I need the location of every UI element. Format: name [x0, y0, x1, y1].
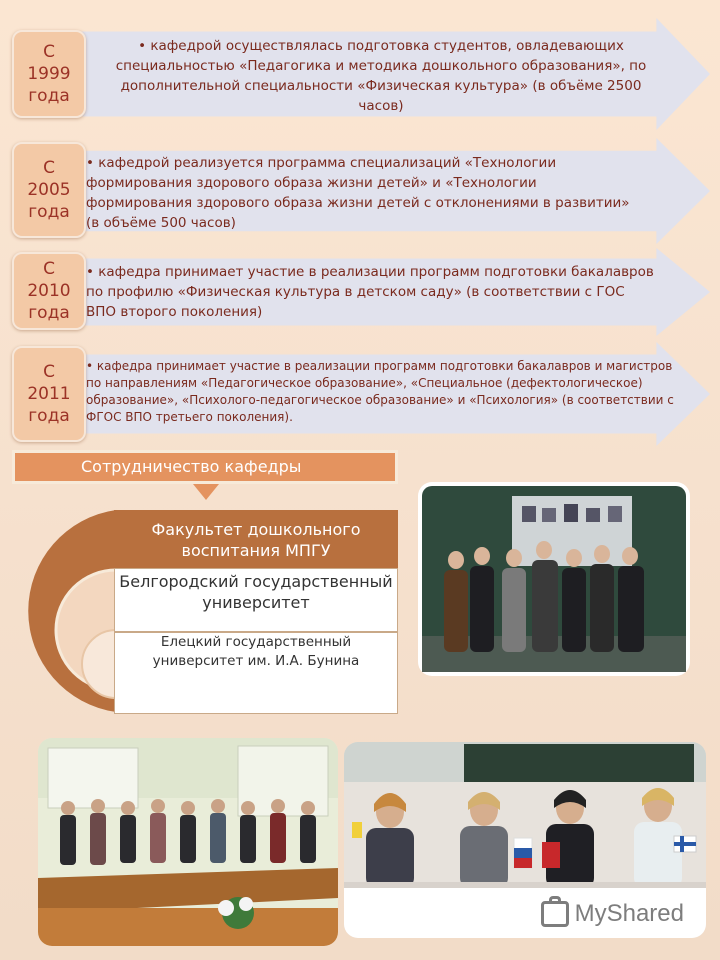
- partner-mpgu: [114, 510, 398, 568]
- year-badge-1999: [12, 30, 86, 118]
- year-suffix: года: [28, 406, 70, 426]
- timeline-text-2010: • кафедра принимает участие в реализации программ подготовки бакалавров по профилю «Физическая культура в детском саду» (в соответствии с ГОС ВПО второго поколения): [86, 264, 654, 320]
- partner-belgorod: [114, 568, 398, 632]
- year-suffix: года: [28, 202, 70, 222]
- myshared-label: MyShared: [574, 900, 684, 927]
- partner-arcs: [10, 506, 120, 716]
- year-prefix: С: [43, 362, 55, 382]
- year-number: 2010: [27, 281, 71, 301]
- photo-staff-group: [418, 482, 690, 676]
- timeline-text-1999: • кафедрой осуществлялась подготовка студентов, овладевающих специальностью «Педагогика и методика дошкольного образования», по дополнительной специальности «Физическая культура» (в объёме 2500 часов): [115, 38, 647, 114]
- myshared-watermark: [541, 900, 684, 928]
- cooperation-arrow: [193, 484, 219, 500]
- year-prefix: С: [43, 158, 55, 178]
- timeline-text-2005: • кафедрой реализуется программа специализаций «Технологии формирования здорового образа жизни детей» и «Технологии формирования здорового образа жизни детей с отклонениями в развитии» (в объёме 500 часов): [86, 155, 630, 231]
- year-badge-2005: [12, 142, 86, 238]
- year-prefix: С: [43, 259, 55, 279]
- year-suffix: года: [28, 86, 70, 106]
- photo-conference-room-image: [38, 738, 338, 946]
- cooperation-title: Сотрудничество кафедры: [12, 450, 398, 484]
- year-suffix: года: [28, 303, 70, 323]
- myshared-logo-icon: [541, 901, 569, 927]
- year-number: 1999: [27, 64, 71, 84]
- partner-label: Белгородский государственный университет: [119, 572, 393, 612]
- year-badge-2011: [12, 346, 86, 442]
- partner-label: Елецкий государственный университет им. И.А. Бунина: [152, 634, 360, 669]
- photo-conference-room: [38, 738, 338, 946]
- timeline-text-2011: • кафедра принимает участие в реализации программ подготовки бакалавров и магистров по направлениям «Педагогическое образование», «Специальное (дефектологическое) образование», «Психолого-педагогическое образование» и «Психология» (в соответствии с ФГОС ВПО третьего поколения).: [86, 359, 674, 424]
- year-prefix: С: [43, 42, 55, 62]
- photo-presidium: [344, 742, 706, 938]
- photo-staff-group-image: [422, 486, 686, 672]
- partner-label: Факультет дошкольного воспитания МПГУ: [151, 520, 361, 560]
- year-number: 2011: [27, 384, 71, 404]
- year-badge-2010: [12, 252, 86, 330]
- year-number: 2005: [27, 180, 71, 200]
- partner-elets: [114, 632, 398, 714]
